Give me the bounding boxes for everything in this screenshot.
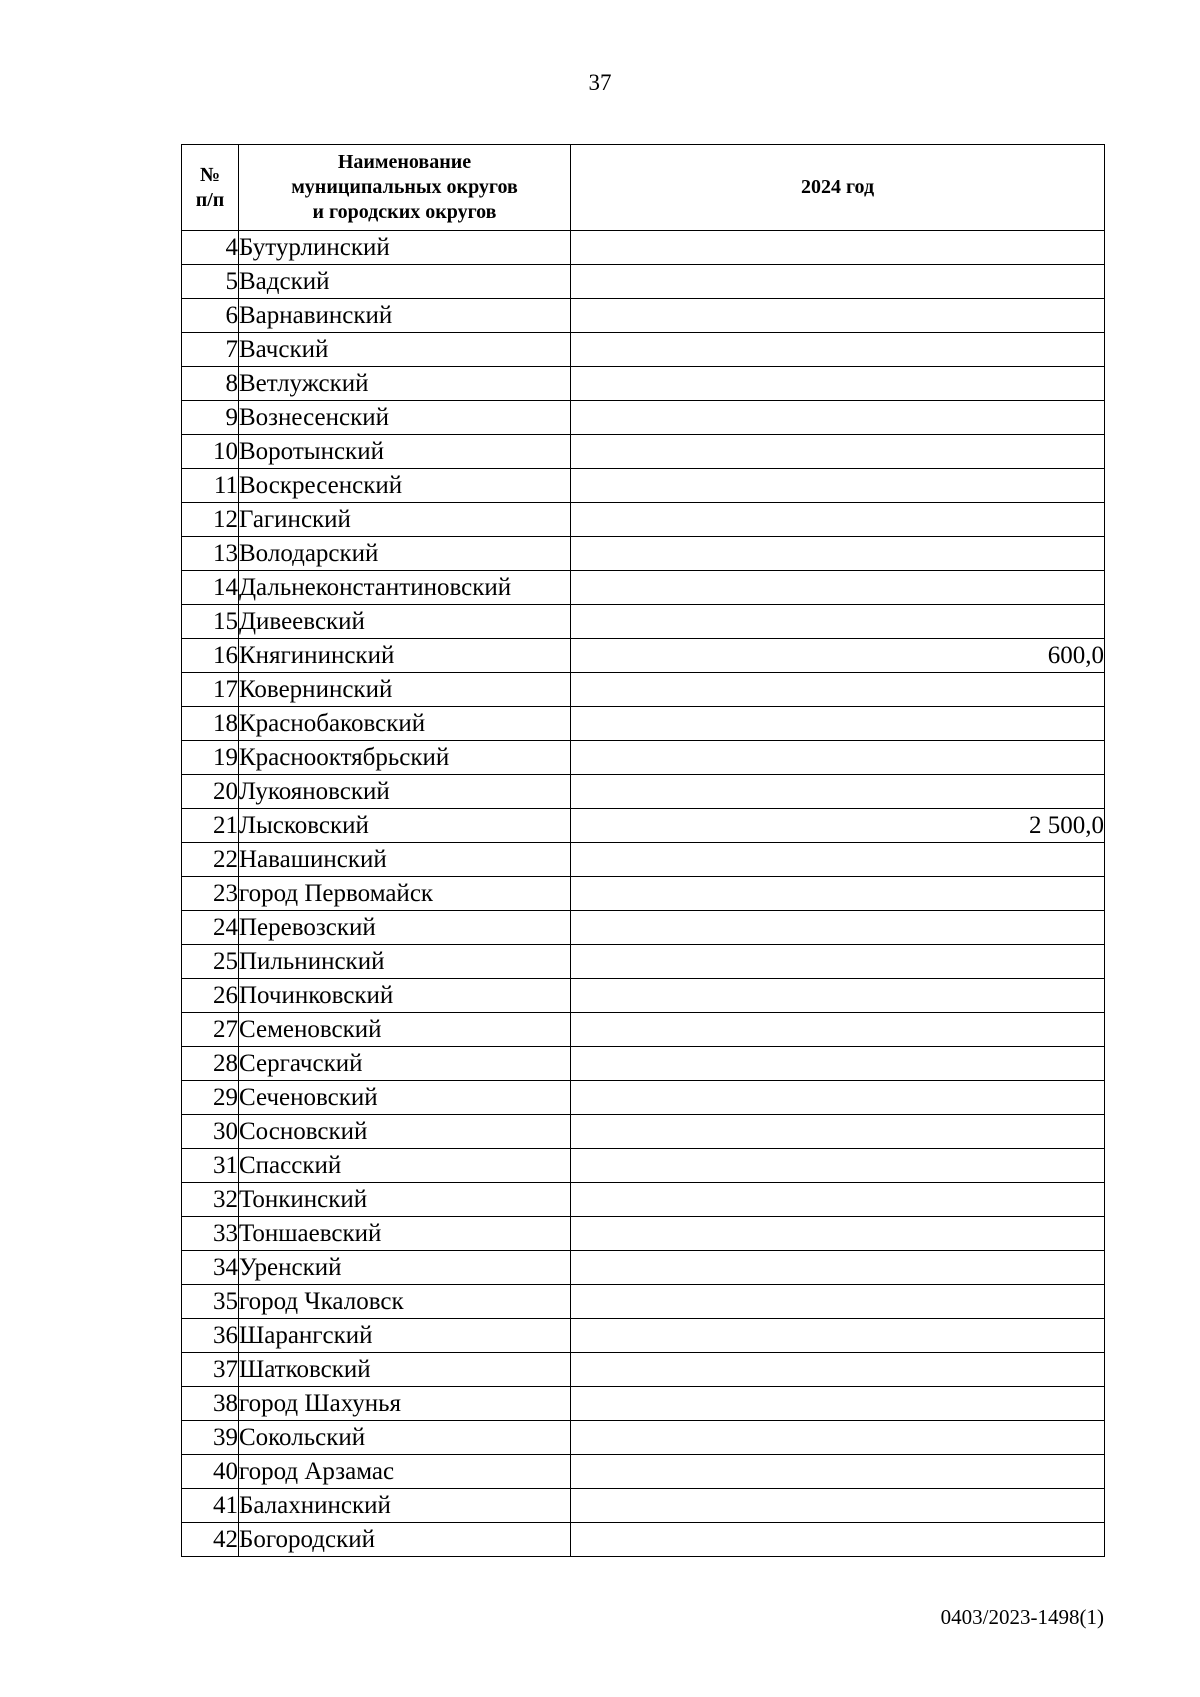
row-number-cell: 40 (182, 1455, 239, 1489)
district-name-cell: Тоншаевский (239, 1217, 571, 1251)
table-row (182, 503, 1105, 537)
value-2024-cell (571, 469, 1105, 503)
value-2024-cell (571, 1489, 1105, 1523)
district-name-cell: город Шахунья (239, 1387, 571, 1421)
value-2024-cell: 600,0 (571, 639, 1105, 673)
table-row (182, 231, 1105, 265)
table-row (182, 1353, 1105, 1387)
row-number-cell: 4 (182, 231, 239, 265)
row-number-cell: 15 (182, 605, 239, 639)
value-2024-cell (571, 1047, 1105, 1081)
row-number-cell: 16 (182, 639, 239, 673)
table-row (182, 1013, 1105, 1047)
row-number-cell: 30 (182, 1115, 239, 1149)
district-name-cell: Починковский (239, 979, 571, 1013)
table-row (182, 571, 1105, 605)
table-row (182, 265, 1105, 299)
row-number-cell: 14 (182, 571, 239, 605)
row-number-cell: 19 (182, 741, 239, 775)
value-2024-cell (571, 1353, 1105, 1387)
district-name-cell: Княгининский (239, 639, 571, 673)
row-number-cell: 34 (182, 1251, 239, 1285)
value-2024-cell (571, 1387, 1105, 1421)
value-2024-cell (571, 877, 1105, 911)
table-row (182, 741, 1105, 775)
table-row (182, 1251, 1105, 1285)
district-name-cell: Варнавинский (239, 299, 571, 333)
table-row (182, 333, 1105, 367)
district-name-cell: город Арзамас (239, 1455, 571, 1489)
table-row (182, 945, 1105, 979)
district-name-cell: Сеченовский (239, 1081, 571, 1115)
row-number-cell: 9 (182, 401, 239, 435)
row-number-cell: 25 (182, 945, 239, 979)
table-row (182, 605, 1105, 639)
value-2024-cell (571, 1455, 1105, 1489)
row-number-cell: 31 (182, 1149, 239, 1183)
row-number-cell: 32 (182, 1183, 239, 1217)
value-2024-cell (571, 571, 1105, 605)
district-name-cell: Гагинский (239, 503, 571, 537)
value-2024-cell (571, 265, 1105, 299)
row-number-cell: 35 (182, 1285, 239, 1319)
table-row (182, 843, 1105, 877)
row-number-cell: 22 (182, 843, 239, 877)
row-number-cell: 26 (182, 979, 239, 1013)
value-2024-cell (571, 1319, 1105, 1353)
table-row (182, 1455, 1105, 1489)
table-row (182, 299, 1105, 333)
value-2024-cell (571, 1421, 1105, 1455)
value-2024-cell (571, 911, 1105, 945)
row-number-cell: 6 (182, 299, 239, 333)
row-number-cell: 10 (182, 435, 239, 469)
row-number-cell: 38 (182, 1387, 239, 1421)
table-row (182, 877, 1105, 911)
district-name-cell: Воскресенский (239, 469, 571, 503)
value-2024-cell (571, 775, 1105, 809)
row-number-cell: 21 (182, 809, 239, 843)
district-name-cell: Вачский (239, 333, 571, 367)
district-name-cell: Дивеевский (239, 605, 571, 639)
table-row (182, 809, 1105, 843)
district-name-cell: Тонкинский (239, 1183, 571, 1217)
value-2024-cell (571, 1251, 1105, 1285)
value-2024-cell (571, 1523, 1105, 1557)
row-number-cell: 42 (182, 1523, 239, 1557)
municipal-districts-table (181, 144, 1105, 1557)
row-number-cell: 17 (182, 673, 239, 707)
document-id: 0403/2023-1498(1) (940, 1605, 1104, 1629)
district-name-cell: Бутурлинский (239, 231, 571, 265)
row-number-cell: 41 (182, 1489, 239, 1523)
table-row (182, 775, 1105, 809)
row-number-cell: 36 (182, 1319, 239, 1353)
value-2024-cell (571, 1285, 1105, 1319)
value-2024-cell (571, 231, 1105, 265)
district-name-cell: Лукояновский (239, 775, 571, 809)
table-row (182, 1285, 1105, 1319)
header-number: № п/п (182, 145, 239, 231)
district-name-cell: Пильнинский (239, 945, 571, 979)
district-name-cell: Уренский (239, 1251, 571, 1285)
district-name-cell: Лысковский (239, 809, 571, 843)
row-number-cell: 37 (182, 1353, 239, 1387)
district-name-cell: Воротынский (239, 435, 571, 469)
district-name-cell: Шарангский (239, 1319, 571, 1353)
value-2024-cell (571, 1149, 1105, 1183)
row-number-cell: 7 (182, 333, 239, 367)
table-row (182, 639, 1105, 673)
value-2024-cell (571, 1217, 1105, 1251)
value-2024-cell (571, 945, 1105, 979)
row-number-cell: 33 (182, 1217, 239, 1251)
district-name-cell: Богородский (239, 1523, 571, 1557)
table-row (182, 1523, 1105, 1557)
value-2024-cell (571, 1013, 1105, 1047)
row-number-cell: 39 (182, 1421, 239, 1455)
row-number-cell: 12 (182, 503, 239, 537)
table-row (182, 1183, 1105, 1217)
row-number-cell: 20 (182, 775, 239, 809)
district-name-cell: Сосновский (239, 1115, 571, 1149)
header-district-name: Наименование муниципальных округов и городских округов (239, 145, 571, 231)
district-name-cell: Перевозский (239, 911, 571, 945)
table-row (182, 537, 1105, 571)
table-row (182, 401, 1105, 435)
value-2024-cell (571, 435, 1105, 469)
table-body (182, 231, 1105, 1557)
value-2024-cell (571, 605, 1105, 639)
row-number-cell: 8 (182, 367, 239, 401)
district-name-cell: Навашинский (239, 843, 571, 877)
table-row (182, 1387, 1105, 1421)
value-2024-cell (571, 707, 1105, 741)
table-row (182, 1217, 1105, 1251)
row-number-cell: 13 (182, 537, 239, 571)
table-header-row (182, 145, 1105, 231)
value-2024-cell (571, 1115, 1105, 1149)
table-row (182, 673, 1105, 707)
value-2024-cell (571, 367, 1105, 401)
district-name-cell: Спасский (239, 1149, 571, 1183)
district-name-cell: Сокольский (239, 1421, 571, 1455)
page-number: 37 (588, 70, 612, 95)
table-row (182, 1421, 1105, 1455)
district-name-cell: Семеновский (239, 1013, 571, 1047)
table-row (182, 1081, 1105, 1115)
row-number-cell: 29 (182, 1081, 239, 1115)
table-row (182, 1489, 1105, 1523)
district-name-cell: город Чкаловск (239, 1285, 571, 1319)
row-number-cell: 5 (182, 265, 239, 299)
district-name-cell: Вадский (239, 265, 571, 299)
value-2024-cell (571, 741, 1105, 775)
table-row (182, 435, 1105, 469)
district-name-cell: Краснобаковский (239, 707, 571, 741)
table-row (182, 911, 1105, 945)
value-2024-cell (571, 299, 1105, 333)
value-2024-cell (571, 843, 1105, 877)
value-2024-cell (571, 333, 1105, 367)
table-row (182, 1115, 1105, 1149)
value-2024-cell: 2 500,0 (571, 809, 1105, 843)
value-2024-cell (571, 537, 1105, 571)
table-row (182, 367, 1105, 401)
header-year-2024: 2024 год (571, 145, 1105, 231)
district-name-cell: Шатковский (239, 1353, 571, 1387)
row-number-cell: 28 (182, 1047, 239, 1081)
district-name-cell: Вознесенский (239, 401, 571, 435)
table-row (182, 707, 1105, 741)
district-name-cell: Балахнинский (239, 1489, 571, 1523)
row-number-cell: 27 (182, 1013, 239, 1047)
value-2024-cell (571, 401, 1105, 435)
table-row (182, 979, 1105, 1013)
district-name-cell: Дальнеконстантиновский (239, 571, 571, 605)
district-name-cell: Сергачский (239, 1047, 571, 1081)
table-row (182, 1047, 1105, 1081)
value-2024-cell (571, 1183, 1105, 1217)
district-name-cell: город Первомайск (239, 877, 571, 911)
table-row (182, 469, 1105, 503)
row-number-cell: 11 (182, 469, 239, 503)
row-number-cell: 23 (182, 877, 239, 911)
value-2024-cell (571, 673, 1105, 707)
value-2024-cell (571, 979, 1105, 1013)
table-row (182, 1319, 1105, 1353)
district-name-cell: Володарский (239, 537, 571, 571)
value-2024-cell (571, 1081, 1105, 1115)
district-name-cell: Краснооктябрьский (239, 741, 571, 775)
row-number-cell: 24 (182, 911, 239, 945)
table-row (182, 1149, 1105, 1183)
district-name-cell: Ветлужский (239, 367, 571, 401)
value-2024-cell (571, 503, 1105, 537)
row-number-cell: 18 (182, 707, 239, 741)
district-name-cell: Ковернинский (239, 673, 571, 707)
